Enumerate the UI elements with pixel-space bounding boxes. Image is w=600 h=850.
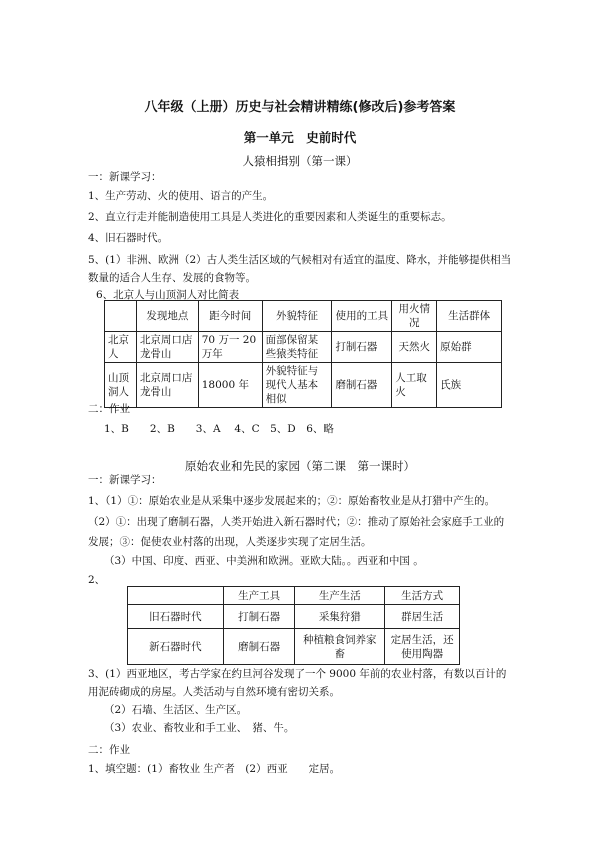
table-header-cell: 发现地点: [136, 301, 198, 332]
lesson2-section-new: 一：新课学习：: [88, 474, 162, 486]
table-cell: 磨制石器: [223, 629, 295, 665]
table-header-cell: 距今时间: [198, 301, 262, 332]
table-cell: 定居生活，还使用陶器: [385, 629, 460, 665]
table-cell: 北京周口店龙骨山: [136, 332, 198, 363]
lesson1-line: 5、(1）非洲、欧洲（2）古人类生活区域的气候相对有适宜的温度、降水，并能够提供相当: [88, 254, 512, 266]
table-cell: 18000 年: [198, 363, 262, 408]
table-header-row: [128, 587, 460, 605]
lesson2-line: （2）①：出现了磨制石器，人类开始进入新石器时代；②：推动了原始社会家庭手工业的: [88, 516, 505, 528]
table-header-cell: 使用的工具: [332, 301, 392, 332]
lesson2-line: 1、（1）①：原始农业是从采集中逐步发展起来的；②：原始畜牧业是从打猎中产生的。: [88, 495, 496, 507]
table-header-row: [105, 301, 502, 332]
lesson2-line: 发展；③：促使农业村落的出现，人类逐步实现了定居生活。: [88, 536, 372, 548]
table-header-cell: 外貌特征: [262, 301, 332, 332]
lesson1-line: 2、直立行走并能制造使用工具是人类进化的重要因素和人类诞生的重要标志。: [88, 211, 452, 223]
table-cell: 采集狩猎: [295, 605, 385, 629]
table-header-cell: 用火情况: [392, 301, 437, 332]
table-cell: 面部保留某些猿类特征: [262, 332, 332, 363]
table-header-cell: 生活方式: [385, 587, 460, 605]
lesson2-line: 用泥砖砌成的房屋。人类活动与自然环境有密切关系。: [88, 686, 340, 698]
table-cell: 打制石器: [223, 605, 295, 629]
lesson2-line: （3）中国、印度、西亚、中美洲和欧洲。亚欧大陆。。西亚和中国 。: [104, 555, 424, 567]
table-cell: 70 万一 20 万年: [198, 332, 262, 363]
table-cell: 旧石器时代: [128, 605, 224, 629]
table-header-cell: 生活群体: [437, 301, 502, 332]
lesson1-line: 1、生产劳动、火的使用、语言的产生。: [88, 190, 274, 202]
lesson1-title: 人猿相揖别（第一课）: [242, 154, 358, 168]
lesson1-section-homework: 二：作业: [88, 403, 130, 415]
table-cell: 磨制石器: [332, 363, 392, 408]
table-header-cell: 生产生活: [295, 587, 385, 605]
table-header-cell: [105, 301, 137, 332]
lesson1-line: 4、旧石器时代。: [88, 232, 169, 244]
lesson1-table-caption: 6、北京人与山顶洞人对比简表: [96, 289, 240, 301]
table-cell: 种植粮食饲养家畜: [295, 629, 385, 665]
unit-title: 第一单元 史前时代: [243, 130, 357, 145]
table-cell: 新石器时代: [128, 629, 224, 665]
table-cell: 原始群: [437, 332, 502, 363]
lesson2-fill-blank: 1、填空题：(1）畜牧业 生产者 (2）西亚 定居。: [88, 763, 341, 775]
lesson1-answers: 1、B 2、B 3、A 4、C 5、D 6、略: [104, 423, 334, 435]
comparison-table-1: [104, 300, 502, 408]
comparison-table-2: [127, 586, 460, 665]
lesson2-line: （3）农业、畜牧业和手工业、 猪、牛。: [104, 722, 295, 734]
table-header-cell: [128, 587, 224, 605]
lesson2-line: 2、: [88, 574, 106, 586]
table-row: [128, 629, 460, 665]
lesson2-line: 3、(1）西亚地区，考古学家在约旦河谷发现了一个 9000 年前的农业村落，有数以百计的: [88, 668, 507, 680]
table-cell: 打制石器: [332, 332, 392, 363]
table-row: [105, 332, 502, 363]
lesson2-title: 原始农业和先民的家园（第二课 第一课时）: [185, 459, 415, 473]
lesson1-section-new: 一：新课学习：: [88, 171, 162, 183]
table-cell: 北京周口店龙骨山: [136, 363, 198, 408]
table-cell: 人工取火: [392, 363, 437, 408]
table-cell: 天然火: [392, 332, 437, 363]
lesson2-section-homework: 二：作业: [88, 744, 130, 756]
table-row: [128, 605, 460, 629]
table-row: [105, 363, 502, 408]
table-cell: 外貌特征与现代人基本相似: [262, 363, 332, 408]
table-cell: 山顶洞人: [105, 363, 137, 408]
table-header-cell: 生产工具: [223, 587, 295, 605]
lesson2-line: （2）石墙、生活区、生产区。: [104, 704, 248, 716]
lesson1-line: 数量的适合人生存、发展的食物等。: [88, 272, 256, 284]
document-title: 八年级（上册）历史与社会精讲精练(修改后)参考答案: [144, 100, 456, 115]
table-cell: 北京人: [105, 332, 137, 363]
table-cell: 群居生活: [385, 605, 460, 629]
table-cell: 氏族: [437, 363, 502, 408]
